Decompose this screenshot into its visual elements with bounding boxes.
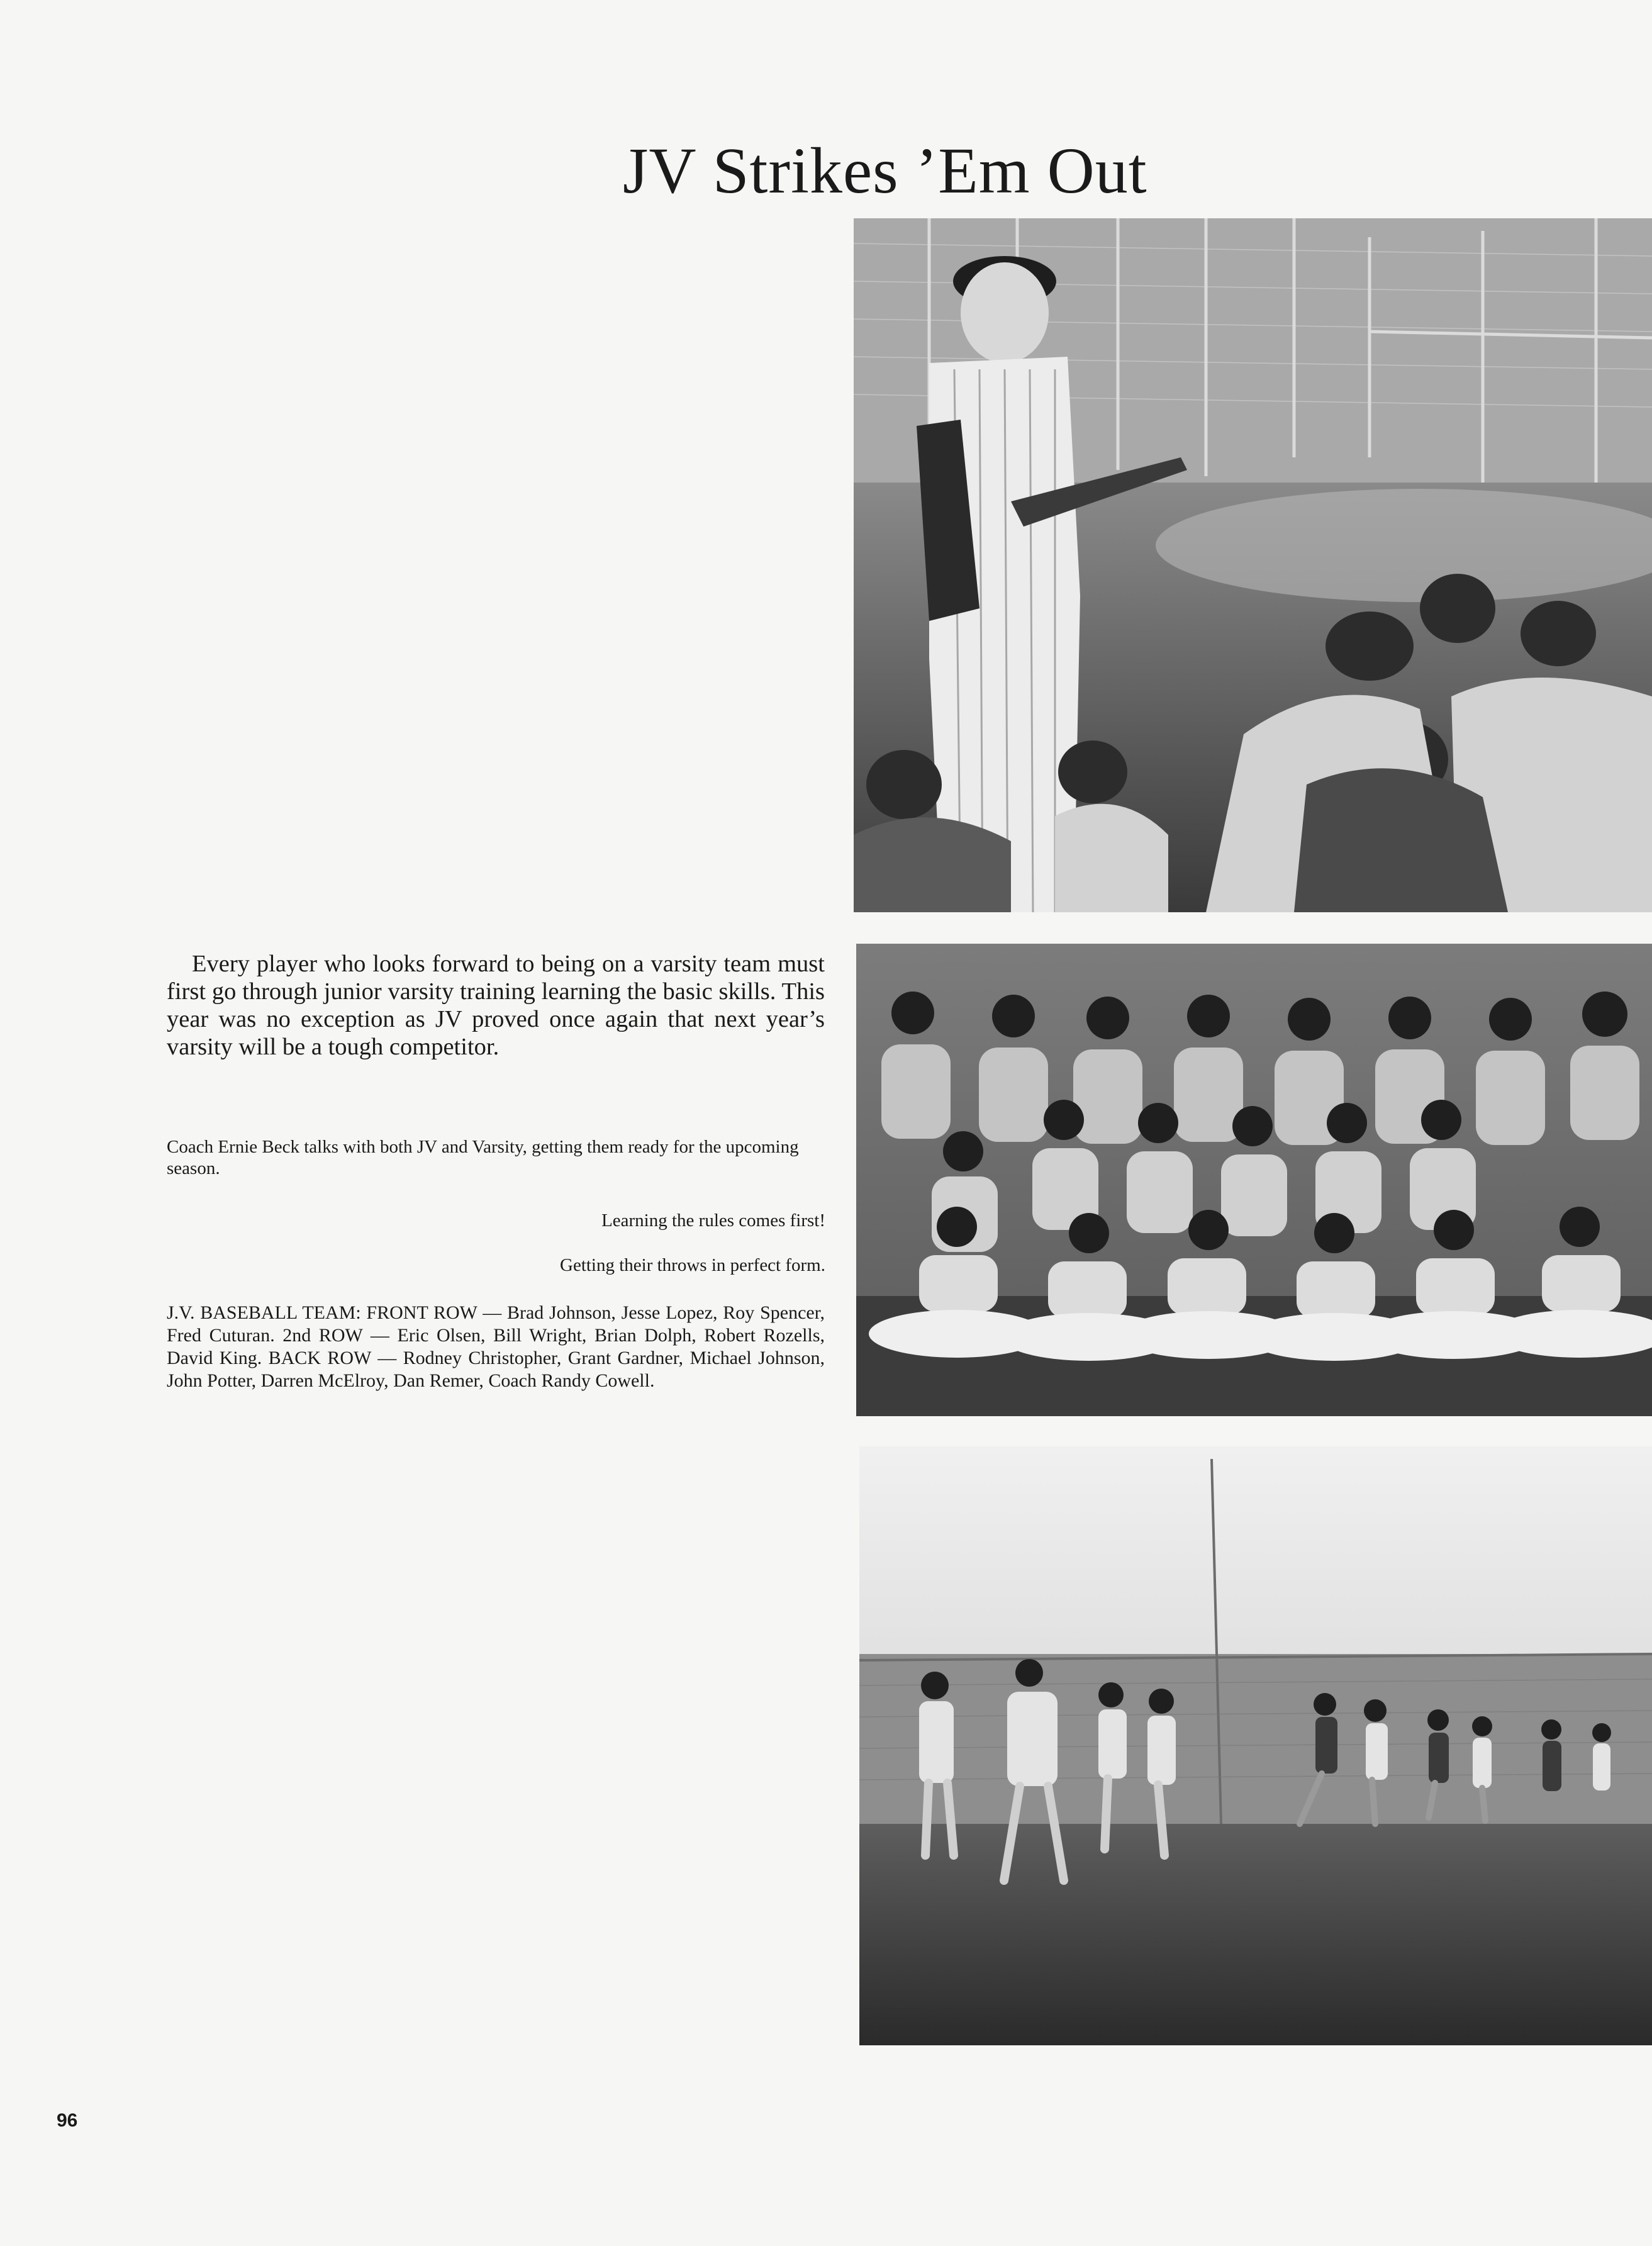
warmups-photo — [859, 1446, 1652, 2045]
rules-caption: Learning the rules comes first! — [601, 1210, 825, 1231]
page-title: JV Strikes ’Em Out — [623, 135, 1147, 207]
team-roster-caption: J.V. BASEBALL TEAM: FRONT ROW — Brad Johnson, Jesse Lopez, Roy Spencer, Fred Cuturan. 2nd ROW — Eric Olsen, Bill Wright, Brian Dolph, Robert Rozells, David King. BACK ROW — Rodney Christopher, Grant Gardner, Michael Johnson, John Potter, Darren McElroy, Dan Remer, Coach Randy Cowell. — [167, 1302, 825, 1391]
coach-talk-illustration — [854, 218, 1652, 912]
intro-paragraph: Every player who looks forward to being on a varsity team must first go through junior varsity training learning the basic skills. This year was no exception as JV proved once again that next year’s varsity will be a tough competitor. — [167, 951, 825, 1060]
team-portrait-photo — [856, 944, 1652, 1416]
coach-caption: Coach Ernie Beck talks with both JV and Varsity, getting them ready for the upcoming season. — [167, 1137, 799, 1178]
team-portrait-illustration — [856, 944, 1652, 1416]
throws-caption: Getting their throws in perfect form. — [560, 1255, 825, 1275]
page-number: 96 — [57, 2110, 78, 2131]
warmups-illustration — [859, 1446, 1652, 2045]
coach-talk-photo — [854, 218, 1652, 912]
